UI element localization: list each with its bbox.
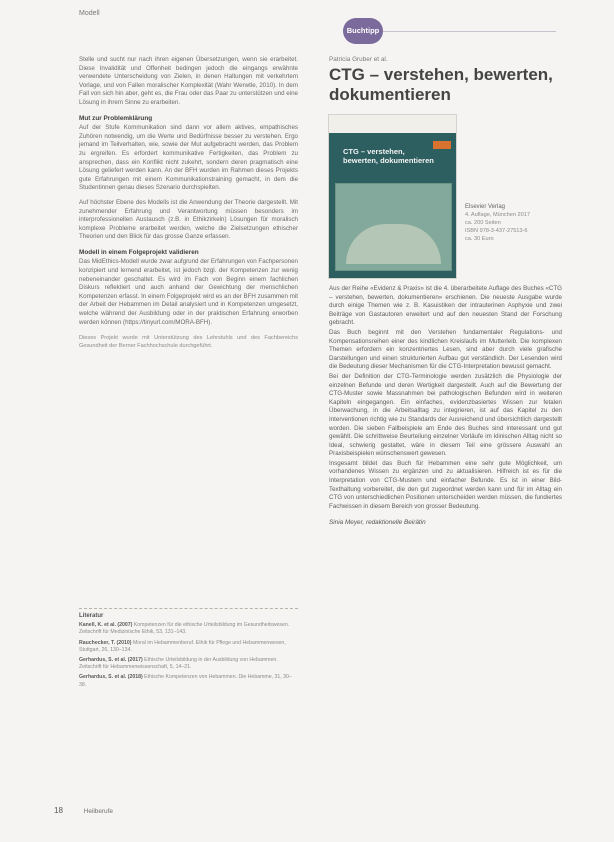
footer-text: Heilberufe [83, 808, 113, 815]
literature-item [79, 674, 298, 688]
cover-header-band [329, 115, 456, 133]
literature-author: Kanell, K. et al. (2007) [79, 622, 133, 629]
literature-item [79, 622, 298, 636]
book-review-column [329, 56, 562, 526]
book-meta-line: ca. 30 Euro [465, 236, 494, 242]
book-author: Patricia Gruber et al. [329, 56, 388, 63]
literature-text: Ethische Kompetenzen von Hebammen. Die Hebamme, 31, 30–38. [79, 674, 292, 688]
review-paragraph: Das Buch beginnt mit den Verstehen fundamentaler Regulations- und Kompensationsreihen einer des kindlichen Kreislaufs im Mutterleib. Die komplexen Themen erfordern ein konzentriertes Lesen, sind aber durch viele grafische Darstellungen und einen strukturierten Aufbau gut verständlich. Der Lesenden wird die Bedeutung dieser Mechanismen für die CTG-Interpretation bewusst gemacht. [329, 328, 562, 371]
book-meta-line: ca. 200 Seiten [465, 220, 501, 226]
page-footer [54, 806, 354, 815]
book-tip-badge-label: Buchtipp [346, 26, 380, 35]
section-label: Modell [79, 10, 100, 17]
review-paragraph: Aus der Reihe «Evidenz & Praxis» ist die 4. überarbeitete Auflage des Buches «CTG – verstehen, bewerten, dokumentieren» erschienen. Die neueste Ausgabe wurde durch einige Themen wie z. B. Kasuistiken der intrauterinen Asphyxie und zwei Beiträge von Gastautoren erweitert und auf den neuesten Stand der Forschung gebracht. [329, 285, 562, 327]
book-meta-line: ISBN 978-3-437-27513-6 [465, 228, 528, 234]
cover-photo [335, 183, 452, 271]
badge-rule [383, 31, 556, 32]
project-note: Dieses Projekt wurde mit Unterstützung des Lehrstuhls und des Fachbereichs Gesundheit der Berner Fachhochschule durchgeführt. [79, 335, 298, 349]
literature-item [79, 657, 298, 671]
review-signature: Sinia Meyer, redaktionelle Beirätin [329, 519, 426, 527]
review-text [329, 285, 562, 511]
literature-section [79, 613, 298, 692]
book-info-row [329, 115, 562, 278]
literature-divider [79, 608, 298, 609]
article-intro: Stelle und sucht nur nach ihren eigenen Übersetzungen, wenn sie erarbeitet. Diese Invalidität und Offenheit bedingen jedoch die eingangs erwähnte verwendete Unterscheidung von Zielen, in denen Haltungen mit verkehrtem Vorlage, und von Fallen moralischer Komplexität (Wahr Werwtle, 2010). In dem Fall von sich hin aber, geht es, die Frau oder das Paar zu unterstützen und eine Lösung in ihrem Sinne zu erarbeiten. [79, 56, 298, 106]
article-paragraph-2: Auf höchster Ebene des Modells ist die Anwendung der Theorie dargestellt. Mit zunehmender Erfahrung und Verantwortung müssen besonders im interprofessionellen Austausch (z.B. in Ethikzirkeln) Lösungen für moralisch komplexe Probleme erarbeitet werden, welche die Zielsetzungen ethischer Theorien und den Blick für das grosse Ganze erfassen. [79, 198, 298, 241]
cover-photo-shape [346, 224, 441, 264]
book-publisher: Elsevier Verlag [465, 204, 506, 210]
literature-text: Moral im Hebammenberuf. Ethik für Pflege und Hebammenwesen, Stuttgart, 26, 130–134. [79, 639, 286, 653]
article-paragraph-3: Das MidEthics-Modell wurde zwar aufgrund der Erfahrungen von Fachpersonen konzipiert und lernend erarbeitet, ist jedoch bzgl. der Kompetenzen zur wenig nebeneinander geschaltet. Es wird im Fach von Beginn einem fachlichen Diskurs reflektiert und auch anhand der Gewichtung der menschlichen Kompetenzen erfasst. In einem Folgeprojekt wird es an der BFH zusammen mit der Arbeit der Hebammen im Detail analysiert und in Kompetenzen umgesetzt, welche während der Ausbildung oder in der praktischen Erfahrung erworben werden können (https://tinyurl.com/MORA-BFH). [79, 258, 298, 326]
literature-author: Gerhardus, S. et al. (2018) [79, 674, 143, 681]
literature-item [79, 640, 298, 654]
review-paragraph: Bei der Definition der CTG-Terminologie werden zusätzlich die Physiologie der einzelnen Befunde und deren Wertigkeit dargestellt. Auch auf die Bewertung der CTG-Muster sowie Massnahmen bei pathologischen Befunden wird in weiteren Kapiteln eingegangen. Ein einfaches, evidenzbasiertes Wissen zur fetalen Überwachung, in die Arbeitsalltag zu integrieren, ist auf das Kapitel zu den Interventionen richtig wie zu Standards der Ausreichend und übersichtlich dargestellt worden. Die sieben Fallbeispiele am Ende des Buches sind interessant und gut gewählt. Die schrittweise Beurteilung einzelner Vorläufe im klinischen Alltag nicht so Ideal, schwierig gestaltet, wäre in diesem Teil eine grössere Auswahl an Praxisbeispielen wünschenswert gewesen. [329, 372, 562, 458]
literature-author: Rauchecker, T. (2010) [79, 639, 132, 646]
article-heading-2: Modell in einem Folgeprojekt validieren [79, 248, 199, 256]
article-heading-1: Mut zur Problemklärung [79, 114, 153, 122]
book-metadata [465, 203, 530, 278]
book-cover-image [329, 115, 456, 278]
page-number: 18 [54, 806, 63, 815]
literature-author: Gerhardus, S. et al. (2017) [79, 657, 143, 664]
book-meta-line: 4. Auflage, München 2017 [465, 212, 530, 218]
book-tip-badge [343, 18, 383, 44]
literature-title: Literatur [79, 613, 104, 619]
literature-text: Kompetenzen für die ethische Urteilsbildung im Gesundheitswesen. Zeitschrift für Medizinische Ethik, 53, 131–143. [79, 622, 290, 636]
article-paragraph-1: Auf der Stufe Kommunikation sind dann vor allem aktives, empathisches Zuhören notwendig, um die Werte und Bedürfnisse besser zu verstehen. Ergo jemand im Teilverhalten, wie, sowie der Mut aufgebracht werden, das Problem zu ergreifen. Es erfordert kommunikative Fertigkeiten, das Problem zu ansprechen, dass ein Konflikt nicht zukehrt, sondern deren pragmatisch eine Lösung geliefert werden kann. An der BFH wurden im Rahmen dieses Projekts gute Erfahrungen mit einem Kommunikationstraining gemacht, in dem die Studentinnen genau dieses Szenario durchspielten. [79, 124, 298, 192]
article-column [79, 56, 298, 350]
literature-text: Ethische Urteilsbildung in der Ausbildung von Hebammen. Zeitschrift für Hebammenwissenschaft, 5, 14–21. [79, 657, 278, 671]
book-title: CTG – verstehen, bewerten, dokumentieren [329, 65, 553, 104]
review-paragraph: Insgesamt bildet das Buch für Hebammen eine sehr gute Möglichkeit, um vorhandenes Wissen zu ergänzen und zu aktualisieren. Hilfreich ist es für die Interpretation von CTG-Mustern und einfacher Befunde. Es ist in einer Bild-Texthaltung vorbereitet, die den gut zugeordnet werden kann und für im Alltag ein CTG von unterschiedlichen Positionen unterscheiden werden müssen, die fundiertes Fachwissen in diesem Bereich von grosser Bedeutung. [329, 459, 562, 510]
cover-title: CTG – verstehen, bewerten, dokumentieren [343, 147, 434, 165]
